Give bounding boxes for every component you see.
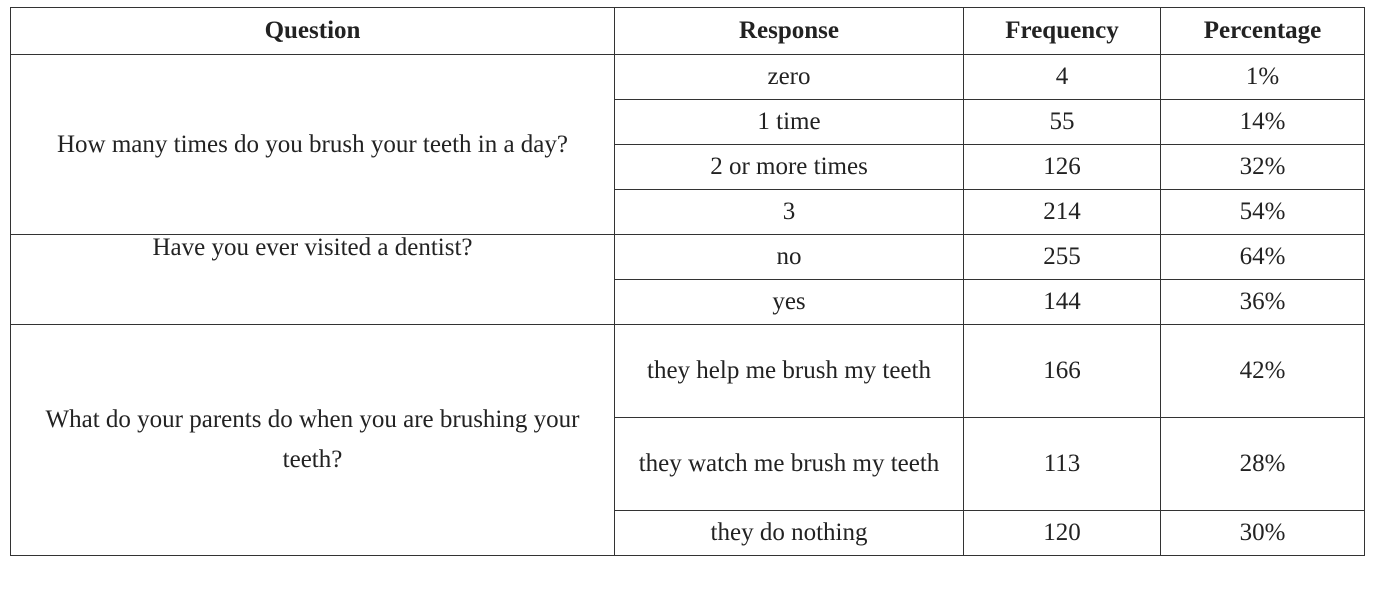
- percentage-cell: 54%: [1161, 190, 1365, 235]
- header-percentage: Percentage: [1161, 8, 1365, 55]
- percentage-cell: 42%: [1161, 325, 1365, 418]
- frequency-cell: 55: [964, 100, 1161, 145]
- header-question: Question: [11, 8, 615, 55]
- response-cell: they watch me brush my teeth: [615, 418, 964, 511]
- table-row: [11, 55, 1365, 100]
- frequency-cell: 120: [964, 511, 1161, 556]
- response-cell: zero: [615, 55, 964, 100]
- percentage-cell: 64%: [1161, 235, 1365, 280]
- percentage-cell: 32%: [1161, 145, 1365, 190]
- frequency-cell: 255: [964, 235, 1161, 280]
- question-cell: What do your parents do when you are brushing your teeth?: [11, 325, 615, 556]
- frequency-cell: 113: [964, 418, 1161, 511]
- response-cell: yes: [615, 280, 964, 325]
- percentage-cell: 28%: [1161, 418, 1365, 511]
- percentage-cell: 30%: [1161, 511, 1365, 556]
- survey-table: [10, 7, 1365, 556]
- frequency-cell: 166: [964, 325, 1161, 418]
- frequency-cell: 4: [964, 55, 1161, 100]
- percentage-cell: 14%: [1161, 100, 1365, 145]
- question-cell: [11, 235, 615, 325]
- frequency-cell: 214: [964, 190, 1161, 235]
- response-cell: 2 or more times: [615, 145, 964, 190]
- header-response: Response: [615, 8, 964, 55]
- percentage-cell: 1%: [1161, 55, 1365, 100]
- response-cell: no: [615, 235, 964, 280]
- frequency-cell: 126: [964, 145, 1161, 190]
- question-text: Have you ever visited a dentist?: [152, 234, 473, 261]
- header-row: [11, 8, 1365, 55]
- frequency-cell: 144: [964, 280, 1161, 325]
- question-cell: How many times do you brush your teeth in a day?: [11, 55, 615, 235]
- table-row: [11, 235, 1365, 280]
- percentage-cell: 36%: [1161, 280, 1365, 325]
- table-row: [11, 325, 1365, 418]
- header-frequency: Frequency: [964, 8, 1161, 55]
- response-cell: they do nothing: [615, 511, 964, 556]
- response-cell: they help me brush my teeth: [615, 325, 964, 418]
- response-cell: 3: [615, 190, 964, 235]
- response-cell: 1 time: [615, 100, 964, 145]
